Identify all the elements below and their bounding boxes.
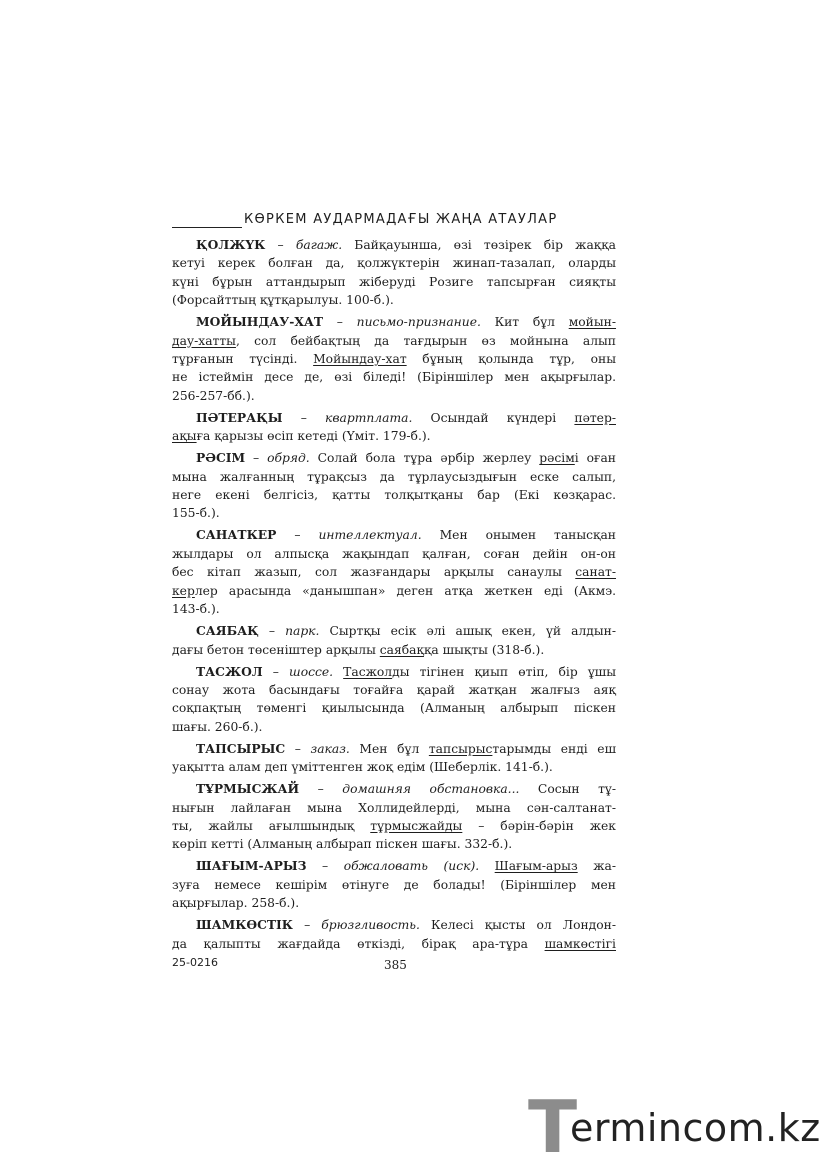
entry-text: ты, жайлы ағылшындық xyxy=(172,818,371,833)
entry-line xyxy=(172,526,616,544)
entry-dash: – xyxy=(282,410,326,425)
entry-line xyxy=(172,641,616,659)
entry-term: ШАМКӨСТІК xyxy=(196,917,293,933)
entry-line: шағы. 260-б.). xyxy=(172,719,263,734)
entry-text: Байқауынша, өзі төзірек бір жаққа xyxy=(342,238,617,252)
termincom-logo xyxy=(526,1085,821,1169)
entry-text: – бәрін-бәрін жек xyxy=(462,818,616,833)
term-usage: дау-хатты xyxy=(172,333,236,348)
entry-text: ға қарызы өсіп кетеді (Үміт. 179-б.). xyxy=(196,429,431,444)
entry-qolzhuk xyxy=(172,236,616,310)
entry-text: Кит бұл xyxy=(480,315,569,330)
entry-text: Осындай күндері xyxy=(412,410,575,425)
entry-turmyszhay xyxy=(172,780,616,854)
entry-line: сонау жота басындағы тоғайға қарай жатқан жалғыз аяқ xyxy=(172,682,616,697)
entry-line: көріп кетті (Алманың албырап піскен шағы. 332-б.). xyxy=(172,837,513,852)
entry-text: дағы бетон төсеніштер арқылы xyxy=(172,642,380,657)
entry-text: бұның қолында тұр, оны xyxy=(406,352,616,367)
entry-line: не істеймін десе де, өзі біледі! (Біріншілер мен ақырғылар. xyxy=(172,370,616,385)
entry-line xyxy=(172,857,616,875)
entry-line: 256-257-бб.). xyxy=(172,388,255,403)
entry-line xyxy=(172,663,616,681)
entry-russian: шоссе. xyxy=(289,664,334,679)
dictionary-body xyxy=(172,236,616,957)
entry-term: ШАҒЫМ-АРЫЗ xyxy=(196,858,307,874)
entry-russian: обжаловать (иск). xyxy=(343,859,480,874)
entry-term: ТАСЖОЛ xyxy=(196,663,263,679)
entry-term: ТҰРМЫСЖАЙ xyxy=(196,781,300,797)
entry-line: ақырғылар. 258-б.). xyxy=(172,896,300,911)
entry-line xyxy=(172,563,616,581)
term-usage: саябақ xyxy=(379,642,424,657)
term-usage: тұрмысжайды xyxy=(370,818,463,833)
entry-text: жа- xyxy=(577,859,616,874)
entry-dash: – xyxy=(276,528,319,543)
page-number: 385 xyxy=(384,958,407,972)
entry-line xyxy=(172,740,616,758)
entry-text: Сосын тұ- xyxy=(519,782,617,797)
entry-sanatker xyxy=(172,526,616,618)
entry-paterakhy xyxy=(172,409,616,446)
entry-taszhol xyxy=(172,663,616,737)
entry-russian: обряд. xyxy=(267,451,310,466)
entry-text: ды тігінен қиып өтіп, бір ұшы xyxy=(392,664,617,679)
entry-term: ПӘТЕРАҚЫ xyxy=(196,409,283,425)
entry-russian: письмо-признание. xyxy=(356,315,481,330)
entry-russian: багаж. xyxy=(295,238,343,252)
entry-dash: – xyxy=(262,664,290,679)
entry-term: ТАПСЫРЫС xyxy=(196,740,286,756)
entry-dash: – xyxy=(306,859,344,874)
entry-line xyxy=(172,332,616,350)
entry-dash: – xyxy=(293,918,322,933)
entry-moyyndau-khat xyxy=(172,313,616,405)
entry-line xyxy=(172,350,616,368)
entry-text: , сол бейбақтың да тағдырын өз мойнына алып xyxy=(235,333,616,348)
entry-russian: брюзгливость. xyxy=(321,918,420,933)
entry-line: (Форсайттың құтқарылуы. 100-б.). xyxy=(172,293,394,308)
running-header xyxy=(172,212,616,230)
entry-line: неге екені белгісіз, қатты толқытқаны бар (Екі көзқарас. xyxy=(172,488,616,503)
entry-dash: – xyxy=(285,741,311,756)
entry-text: Келесі қысты ол Лондон- xyxy=(419,918,616,933)
entry-text: і оған xyxy=(574,451,616,466)
entry-dash: – xyxy=(245,451,268,466)
header-title: КӨРКЕМ АУДАРМАДАҒЫ ЖАҢА АТАУЛАР xyxy=(244,212,558,227)
entry-line xyxy=(172,427,616,445)
term-usage: мойын- xyxy=(568,315,617,330)
entry-line: 155-б.). xyxy=(172,506,220,521)
entry-text: да қалыпты жағдайда өткізді, бірақ ара-тұра xyxy=(172,936,545,951)
entry-russian: домашняя обстановка... xyxy=(342,782,520,797)
entry-line xyxy=(172,582,616,600)
term-usage: санат- xyxy=(575,565,616,580)
term-usage: шамкөстігі xyxy=(544,936,616,951)
entry-text: Мен бұл xyxy=(349,741,429,756)
entry-text: бес кітап жазып, сол жазғандары арқылы санаулы xyxy=(172,565,576,580)
entry-term: САЯБАҚ xyxy=(196,623,259,639)
entry-dash: – xyxy=(323,315,357,330)
entry-line: 143-б.). xyxy=(172,602,220,617)
entry-line: жылдары ол алпысқа жақындап қалған, соған дейін он-он xyxy=(172,546,616,561)
entry-line: кетуі керек болған да, қолжүктерін жинап-тазалап, оларды xyxy=(172,256,616,271)
entry-text: тұрғанын түсінді. xyxy=(172,352,314,367)
entry-shagym-aryz xyxy=(172,857,616,912)
logo-wordmark: ermincom.kz xyxy=(570,1106,821,1150)
entry-line xyxy=(172,622,616,640)
term-usage: пәтер- xyxy=(574,410,616,425)
entry-dash: – xyxy=(299,782,343,797)
entry-line xyxy=(172,449,616,467)
entry-line: соқпақтың төменгі қиылысында (Алманың албырып піскен xyxy=(172,701,616,716)
entry-line xyxy=(172,780,616,798)
entry-text: Солай бола тұра әрбір жерлеу xyxy=(309,451,540,466)
entry-russian: квартплата. xyxy=(325,410,413,425)
entry-sayabaq xyxy=(172,622,616,659)
logo-letter: T xyxy=(528,1085,578,1169)
entry-tapsyrys xyxy=(172,740,616,777)
entry-text: тарымды енді еш xyxy=(492,741,617,756)
term-usage: Шағым-арыз xyxy=(494,859,578,874)
entry-line xyxy=(172,409,616,427)
term-usage: Тасжол xyxy=(343,664,393,679)
entry-line xyxy=(172,313,616,331)
entry-line: уақытта алам деп үміттенген жоқ едім (Шеберлік. 141-б.). xyxy=(172,760,553,775)
entry-shamkostik xyxy=(172,916,616,953)
term-usage: Мойындау-хат xyxy=(313,352,407,367)
entry-term: РӘСІМ xyxy=(196,450,246,466)
entry-text xyxy=(333,665,343,679)
entry-line: мына жалғанның тұрақсыз да тұрлаусыздығын еске салып, xyxy=(172,469,616,484)
entry-line xyxy=(172,817,616,835)
term-usage: кер xyxy=(172,583,195,598)
entry-term: ҚОЛЖҮК xyxy=(196,237,266,252)
entry-line xyxy=(172,935,616,953)
entry-text: қа шықты (318-б.). xyxy=(423,642,545,657)
term-usage: рәсім xyxy=(539,451,575,466)
entry-line xyxy=(172,236,616,254)
term-usage: тапсырыс xyxy=(428,741,493,756)
entry-dash: – xyxy=(265,238,296,252)
entry-text xyxy=(479,859,495,873)
entry-russian: парк. xyxy=(285,624,320,639)
entry-line: нығын лайлаған мына Холлидейлерді, мына сән-салтанат- xyxy=(172,800,616,815)
term-usage: ақы xyxy=(172,429,197,444)
entry-line: күні бұрын аттандырып жіберуді Розиге тапсырған сияқты xyxy=(172,274,616,289)
print-code: 25-0216 xyxy=(172,956,218,969)
entry-russian: заказ. xyxy=(310,741,350,756)
entry-line: зуға немесе кешірім өтінуге де болады! (Біріншілер мен xyxy=(172,877,616,892)
entry-russian: интеллектуал. xyxy=(318,528,422,543)
entry-line xyxy=(172,916,616,934)
entry-text: Мен онымен танысқан xyxy=(421,528,616,543)
entry-dash: – xyxy=(258,624,286,639)
entry-text: лер арасында «данышпан» деген атқа жеткен еді (Акмэ. xyxy=(194,583,616,598)
entry-term: МОЙЫНДАУ-ХАТ xyxy=(196,314,324,330)
entry-rasim xyxy=(172,449,616,523)
entry-text: Сыртқы есік әлі ашық екен, үй алдын- xyxy=(319,624,617,639)
header-rule xyxy=(172,227,242,228)
entry-term: САНАТКЕР xyxy=(196,527,277,543)
